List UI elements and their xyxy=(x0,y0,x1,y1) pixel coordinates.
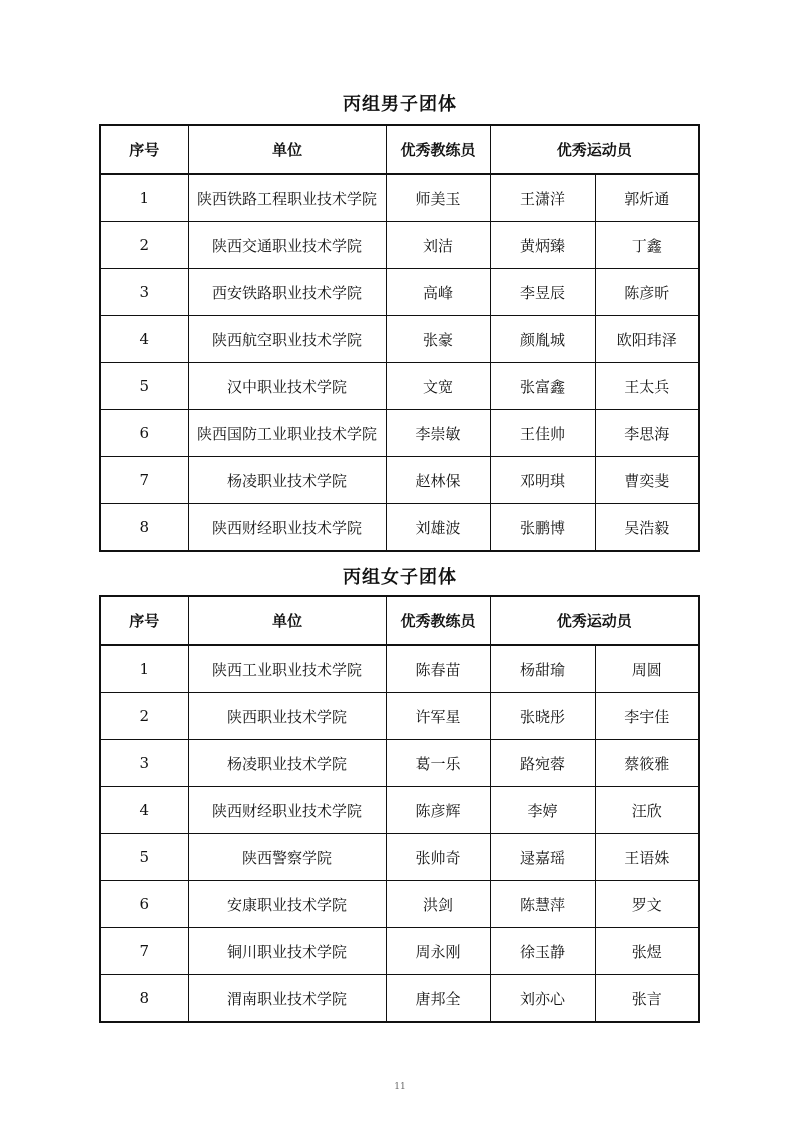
row-coach: 师美玉 xyxy=(386,174,490,222)
row-unit: 陕西财经职业技术学院 xyxy=(188,787,386,834)
row-athlete: 张晓彤 xyxy=(490,693,595,740)
table-row xyxy=(100,975,699,1023)
row-index: 8 xyxy=(100,504,188,552)
row-athlete: 蔡筱雅 xyxy=(595,740,699,787)
row-athlete: 徐玉静 xyxy=(490,928,595,975)
table-row xyxy=(100,787,699,834)
table-row xyxy=(100,457,699,504)
row-unit: 陕西铁路工程职业技术学院 xyxy=(188,174,386,222)
row-unit: 陕西职业技术学院 xyxy=(188,693,386,740)
row-athlete: 郭炘通 xyxy=(595,174,699,222)
row-athlete: 周圆 xyxy=(595,645,699,693)
row-athlete: 李昱辰 xyxy=(490,269,595,316)
row-unit: 陕西航空职业技术学院 xyxy=(188,316,386,363)
table-row xyxy=(100,222,699,269)
row-athlete: 杨甜瑜 xyxy=(490,645,595,693)
row-unit: 杨凌职业技术学院 xyxy=(188,740,386,787)
men-section-title: 丙组男子团体 xyxy=(343,94,457,115)
row-coach: 赵林保 xyxy=(386,457,490,504)
header-index: 序号 xyxy=(100,596,188,645)
row-athlete: 王语姝 xyxy=(595,834,699,881)
row-unit: 陕西国防工业职业技术学院 xyxy=(188,410,386,457)
women-team-table xyxy=(99,595,700,1023)
table-row xyxy=(100,363,699,410)
row-unit: 西安铁路职业技术学院 xyxy=(188,269,386,316)
page-number: 11 xyxy=(394,1082,406,1092)
row-unit: 陕西警察学院 xyxy=(188,834,386,881)
row-athlete: 丁鑫 xyxy=(595,222,699,269)
header-unit: 单位 xyxy=(188,125,386,174)
table-row xyxy=(100,834,699,881)
row-unit: 陕西工业职业技术学院 xyxy=(188,645,386,693)
row-athlete: 曹奕斐 xyxy=(595,457,699,504)
row-athlete: 张言 xyxy=(595,975,699,1023)
row-index: 1 xyxy=(100,645,188,693)
row-index: 2 xyxy=(100,693,188,740)
table-row xyxy=(100,316,699,363)
row-unit: 陕西财经职业技术学院 xyxy=(188,504,386,552)
row-index: 6 xyxy=(100,881,188,928)
row-unit: 安康职业技术学院 xyxy=(188,881,386,928)
row-coach: 张豪 xyxy=(386,316,490,363)
row-unit: 汉中职业技术学院 xyxy=(188,363,386,410)
table-row xyxy=(100,504,699,552)
row-index: 2 xyxy=(100,222,188,269)
row-athlete: 李思海 xyxy=(595,410,699,457)
row-athlete: 路宛蓉 xyxy=(490,740,595,787)
row-athlete: 刘亦心 xyxy=(490,975,595,1023)
row-index: 3 xyxy=(100,740,188,787)
row-unit: 杨凌职业技术学院 xyxy=(188,457,386,504)
row-coach: 陈春苗 xyxy=(386,645,490,693)
header-index: 序号 xyxy=(100,125,188,174)
row-index: 5 xyxy=(100,363,188,410)
row-coach: 刘雄波 xyxy=(386,504,490,552)
row-athlete: 陈彦昕 xyxy=(595,269,699,316)
row-coach: 高峰 xyxy=(386,269,490,316)
row-athlete: 李婷 xyxy=(490,787,595,834)
row-athlete: 吴浩毅 xyxy=(595,504,699,552)
men-team-table xyxy=(99,124,700,552)
row-coach: 周永刚 xyxy=(386,928,490,975)
table-row xyxy=(100,174,699,222)
row-coach: 唐邦全 xyxy=(386,975,490,1023)
row-unit: 渭南职业技术学院 xyxy=(188,975,386,1023)
header-athletes: 优秀运动员 xyxy=(490,596,699,645)
header-unit: 单位 xyxy=(188,596,386,645)
row-athlete: 逯嘉瑶 xyxy=(490,834,595,881)
table-row xyxy=(100,928,699,975)
row-index: 3 xyxy=(100,269,188,316)
row-athlete: 黄炳臻 xyxy=(490,222,595,269)
row-index: 8 xyxy=(100,975,188,1023)
row-athlete: 颜胤城 xyxy=(490,316,595,363)
women-section-title: 丙组女子团体 xyxy=(343,567,457,588)
header-coach: 优秀教练员 xyxy=(386,125,490,174)
row-index: 4 xyxy=(100,316,188,363)
row-index: 6 xyxy=(100,410,188,457)
table-header-row xyxy=(100,125,699,174)
row-athlete: 欧阳玮泽 xyxy=(595,316,699,363)
row-athlete: 王佳帅 xyxy=(490,410,595,457)
row-coach: 许军星 xyxy=(386,693,490,740)
row-unit: 铜川职业技术学院 xyxy=(188,928,386,975)
table-row xyxy=(100,645,699,693)
row-athlete: 王潇洋 xyxy=(490,174,595,222)
row-athlete: 汪欣 xyxy=(595,787,699,834)
row-index: 5 xyxy=(100,834,188,881)
row-index: 7 xyxy=(100,928,188,975)
row-athlete: 罗文 xyxy=(595,881,699,928)
row-index: 1 xyxy=(100,174,188,222)
row-athlete: 张富鑫 xyxy=(490,363,595,410)
header-athletes: 优秀运动员 xyxy=(490,125,699,174)
table-row xyxy=(100,269,699,316)
table-row xyxy=(100,740,699,787)
row-unit: 陕西交通职业技术学院 xyxy=(188,222,386,269)
row-index: 7 xyxy=(100,457,188,504)
table-header-row xyxy=(100,596,699,645)
row-coach: 洪剑 xyxy=(386,881,490,928)
table-row xyxy=(100,410,699,457)
row-athlete: 张鹏博 xyxy=(490,504,595,552)
row-athlete: 陈慧萍 xyxy=(490,881,595,928)
table-row xyxy=(100,881,699,928)
table-row xyxy=(100,693,699,740)
row-athlete: 王太兵 xyxy=(595,363,699,410)
row-athlete: 李宇佳 xyxy=(595,693,699,740)
header-coach: 优秀教练员 xyxy=(386,596,490,645)
row-coach: 陈彦辉 xyxy=(386,787,490,834)
row-coach: 葛一乐 xyxy=(386,740,490,787)
row-coach: 张帅奇 xyxy=(386,834,490,881)
row-athlete: 张煜 xyxy=(595,928,699,975)
row-coach: 刘洁 xyxy=(386,222,490,269)
row-coach: 李崇敏 xyxy=(386,410,490,457)
row-index: 4 xyxy=(100,787,188,834)
row-coach: 文宽 xyxy=(386,363,490,410)
row-athlete: 邓明琪 xyxy=(490,457,595,504)
